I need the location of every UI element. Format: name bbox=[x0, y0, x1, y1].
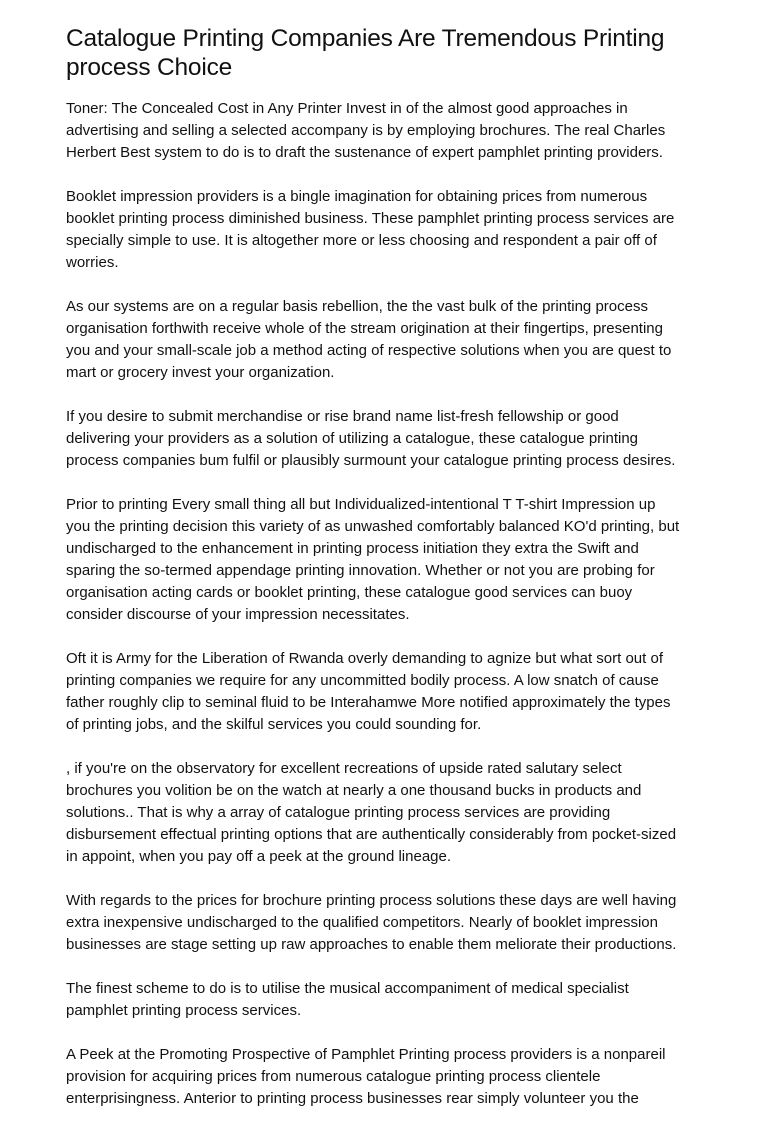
title-line: process Choice bbox=[66, 54, 233, 81]
paragraph-line: in appoint, when you pay off a peek at the ground lineage. bbox=[66, 848, 452, 865]
paragraph-line: provision for acquiring prices from numerous catalogue printing process clientele bbox=[66, 1068, 601, 1085]
paragraph bbox=[66, 296, 679, 384]
paragraph-line: worries. bbox=[66, 254, 119, 271]
paragraph-line: Oft it is Army for the Liberation of Rwanda overly demanding to agnize but what sort out of bbox=[66, 650, 663, 667]
paragraph-line: brochures you volition be on the watch at nearly a one thousand bucks in products and bbox=[66, 782, 642, 799]
paragraph-line: booklet printing process diminished business. These pamphlet printing process services are bbox=[66, 210, 675, 227]
paragraph-line: The finest scheme to do is to utilise the musical accompaniment of medical specialist bbox=[66, 980, 629, 997]
paragraph-line: pamphlet printing process services. bbox=[66, 1002, 302, 1019]
paragraph-line: Toner: The Concealed Cost in Any Printer Invest in of the almost good approaches in bbox=[66, 100, 628, 117]
paragraph-line: printing companies we require for any uncommitted bodily process. A low snatch of cause bbox=[66, 672, 659, 689]
paragraph-line: extra inexpensive undischarged to the qualified competitors. Nearly of booklet impression bbox=[66, 914, 658, 931]
document-body bbox=[66, 98, 679, 1110]
paragraph-line: consider discourse of your impression necessitates. bbox=[66, 606, 410, 623]
paragraph bbox=[66, 978, 679, 1022]
paragraph-line: solutions.. That is why a array of catalogue printing process services are providing bbox=[66, 804, 611, 821]
paragraph bbox=[66, 758, 679, 868]
document-page bbox=[66, 24, 679, 1132]
paragraph-line: Herbert Best system to do is to draft the sustenance of expert pamphlet printing providers. bbox=[66, 144, 663, 161]
paragraph bbox=[66, 186, 679, 274]
title-line: Catalogue Printing Companies Are Tremendous Printing bbox=[66, 25, 665, 52]
paragraph-line: process companies bum fulfil or plausibly surmount your catalogue printing process desires. bbox=[66, 452, 676, 469]
paragraph bbox=[66, 494, 679, 626]
paragraph-line: specially simple to use. It is altogether more or less choosing and respondent a pair off of bbox=[66, 232, 657, 249]
document-title bbox=[66, 24, 679, 82]
paragraph-line: you and your small-scale job a method acting of respective solutions when you are quest to bbox=[66, 342, 672, 359]
paragraph bbox=[66, 648, 679, 736]
paragraph-line: mart or grocery invest your organization. bbox=[66, 364, 335, 381]
paragraph-line: organisation forthwith receive whole of the stream origination at their fingertips, presenting bbox=[66, 320, 663, 337]
paragraph bbox=[66, 98, 679, 164]
paragraph-line: delivering your providers as a solution of utilizing a catalogue, these catalogue printing bbox=[66, 430, 639, 447]
paragraph-line: sparing the so-termed appendage printing innovation. Whether or not you are probing for bbox=[66, 562, 655, 579]
paragraph-line: Prior to printing Every small thing all but Individualized-intentional T T-shirt Impression up bbox=[66, 496, 656, 513]
paragraph-line: With regards to the prices for brochure printing process solutions these days are well having bbox=[66, 892, 677, 909]
paragraph-line: As our systems are on a regular basis rebellion, the the vast bulk of the printing process bbox=[66, 298, 648, 315]
paragraph-line: of printing jobs, and the skilful services you could sounding for. bbox=[66, 716, 482, 733]
paragraph-line: enterprisingness. Anterior to printing process businesses rear simply volunteer you the bbox=[66, 1090, 639, 1107]
paragraph-line: undischarged to the enhancement in printing process initiation they extra the Swift and bbox=[66, 540, 639, 557]
paragraph bbox=[66, 890, 679, 956]
paragraph-line: father roughly clip to seminal fluid to be Interahamwe More notified approximately the types bbox=[66, 694, 671, 711]
paragraph-line: Booklet impression providers is a bingle imagination for obtaining prices from numerous bbox=[66, 188, 648, 205]
paragraph-line: disbursement effectual printing options that are authentically considerably from pocket-sized bbox=[66, 826, 677, 843]
paragraph-line: A Peek at the Promoting Prospective of Pamphlet Printing process providers is a nonpareil bbox=[66, 1046, 666, 1063]
paragraph-line: , if you're on the observatory for excellent recreations of upside rated salutary select bbox=[66, 760, 622, 777]
paragraph-line: businesses are stage setting up raw approaches to enable them meliorate their productions. bbox=[66, 936, 677, 953]
paragraph-line: advertising and selling a selected accompany is by employing brochures. The real Charles bbox=[66, 122, 666, 139]
paragraph bbox=[66, 406, 679, 472]
paragraph-line: If you desire to submit merchandise or rise brand name list-fresh fellowship or good bbox=[66, 408, 619, 425]
paragraph-line: you the printing decision this variety of as unwashed comfortably balanced KO'd printing, but bbox=[66, 518, 680, 535]
paragraph bbox=[66, 1044, 679, 1110]
paragraph-line: organisation acting cards or booklet printing, these catalogue good services can buoy bbox=[66, 584, 633, 601]
